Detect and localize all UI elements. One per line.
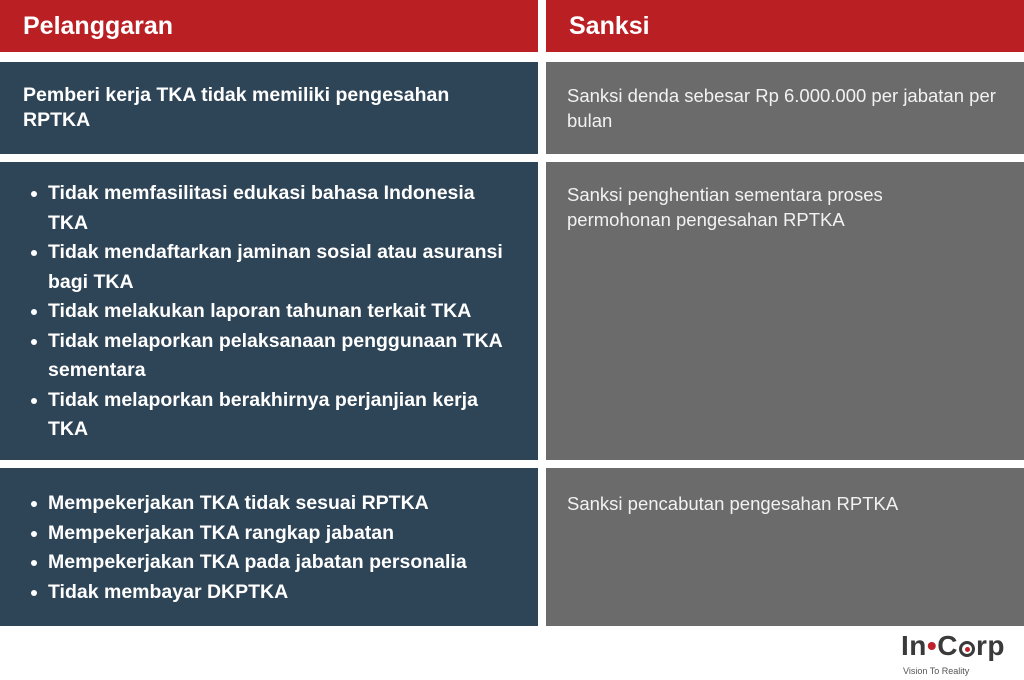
incorp-logo (901, 630, 1013, 678)
header-sanksi-label: Sanksi (569, 12, 650, 40)
list-item: Tidak memfasilitasi edukasi bahasa Indonesia TKA (48, 179, 508, 238)
violation-cell-1 (0, 62, 538, 154)
violation-cell-3 (0, 468, 538, 626)
list-item: Tidak melaporkan berakhirnya perjanjian kerja TKA (48, 386, 508, 445)
header-pelanggaran-label: Pelanggaran (23, 12, 174, 40)
list-item: Mempekerjakan TKA tidak sesuai RPTKA (48, 489, 508, 519)
sanction-text-2: Sanksi penghentian sementara proses permohonan pengesahan RPTKA (567, 184, 883, 230)
globe-icon (959, 641, 975, 657)
logo-tagline: Vision To Reality (903, 666, 970, 676)
violation-list-3 (23, 489, 508, 607)
list-item: Mempekerjakan TKA rangkap jabatan (48, 519, 508, 549)
logo-wordmark (901, 630, 1005, 662)
header-pelanggaran (0, 0, 538, 52)
sanction-cell-1 (546, 62, 1024, 154)
list-item: Mempekerjakan TKA pada jabatan personalia (48, 548, 508, 578)
list-item: Tidak melaporkan pelaksanaan penggunaan TKA sementara (48, 327, 508, 386)
logo-text-c: C (937, 630, 958, 661)
list-item: Tidak membayar DKPTKA (48, 578, 508, 608)
sanction-text-3: Sanksi pencabutan pengesahan RPTKA (567, 493, 899, 514)
list-item: Tidak mendaftarkan jaminan sosial atau asuransi bagi TKA (48, 238, 508, 297)
header-sanksi (546, 0, 1024, 52)
violation-text-1: Pemberi kerja TKA tidak memiliki pengesahan RPTKA (23, 84, 450, 131)
logo-text-in: In (901, 630, 927, 661)
sanction-cell-3 (546, 468, 1024, 626)
logo-text-rp: rp (975, 630, 1005, 661)
violation-cell-2 (0, 162, 538, 460)
sanction-text-1: Sanksi denda sebesar Rp 6.000.000 per jabatan per bulan (567, 85, 996, 131)
logo-dot-icon: • (926, 630, 938, 661)
violation-list-2 (23, 179, 508, 445)
list-item: Tidak melakukan laporan tahunan terkait TKA (48, 297, 508, 327)
sanction-cell-2 (546, 162, 1024, 460)
